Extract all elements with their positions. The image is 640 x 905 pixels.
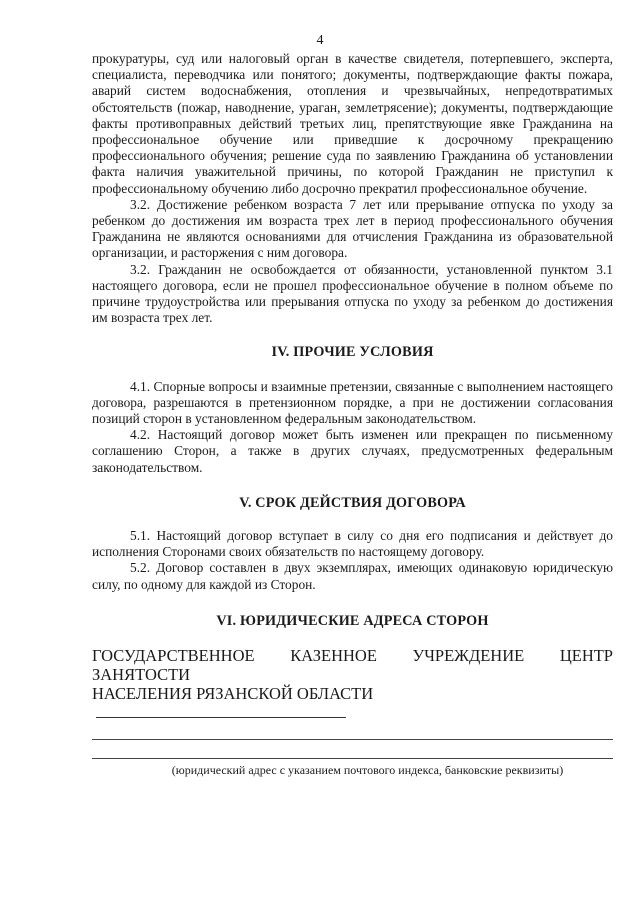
address-blank-line-2: [92, 758, 613, 759]
clause-4-1: 4.1. Спорные вопросы и взаимные претензии, связанные с выполнением настоящего договора, разрешаются в претензионном порядке, а при не достижении согласования позиций сторон в установленном федеральным законодательством.: [92, 378, 613, 427]
page-number: 4: [316, 33, 324, 48]
section-5-title: V. СРОК ДЕЙСТВИЯ ДОГОВОРА: [239, 494, 466, 511]
document-body: [92, 51, 613, 778]
address-caption: (юридический адрес с указанием почтового индекса, банковские реквизиты): [171, 763, 564, 778]
organization-name-line-2: НАСЕЛЕНИЯ РЯЗАНСКОЙ ОБЛАСТИ: [92, 684, 374, 704]
organization-name-line-1: ГОСУДАРСТВЕННОЕ КАЗЕННОЕ УЧРЕЖДЕНИЕ ЦЕНТР ЗАНЯТОСТИ: [92, 646, 613, 685]
section-4-title: IV. ПРОЧИЕ УСЛОВИЯ: [271, 344, 434, 361]
clause-5-1: 5.1. Настоящий договор вступает в силу со дня его подписания и действует до исполнения Сторонами своих обязательств по настоящему договору.: [92, 528, 613, 560]
section-6-title: VI. ЮРИДИЧЕСКИЕ АДРЕСА СТОРОН: [216, 612, 489, 629]
clause-3-2-child-age: 3.2. Достижение ребенком возраста 7 лет или прерывание отпуска по уходу за ребенком до достижения им возраста трех лет в период профессионального обучения Гражданина не являются основаниями для отчисления Гражданина из образовательной организации, и расторжения с ним договора.: [92, 196, 613, 261]
clause-3-2-obligation: 3.2. Гражданин не освобождается от обязанности, установленной пунктом 3.1 настоящего договора, если не прошел профессиональное обучение в полном объеме по причине трудоустройства или прерывания отпуска по уходу за ребенком до достижения им возраста трех лет.: [92, 261, 613, 326]
section-3-continuation-paragraph: прокуратуры, суд или налоговый орган в качестве свидетеля, потерпевшего, эксперта, специалиста, переводчика или понятого; документы, подтверждающие факты пожара, аварий систем водоснабжения, отопления и чрезвычайных, непредотвратимых обстоятельств (пожар, наводнение, ураган, землетрясение); документы, подтверждающие факты противоправных действий третьих лиц, препятствующие явке Гражданина на профессиональное обучение или приведшие к досрочному прекращению профессионального обучения; решение суда по заявлению Гражданина об установлении факта наличия уважительной причины, по которой Гражданин не приступил к профессиональному обучению либо досрочно прекратил профессиональное обучение.: [92, 51, 613, 196]
address-blank-line-1: [92, 739, 613, 740]
address-fill-line: [96, 716, 346, 718]
clause-4-2: 4.2. Настоящий договор может быть изменен или прекращен по письменному соглашению Сторон, а также в других случаях, предусмотренных федеральным законодательством.: [92, 427, 613, 475]
organization-name-line-2-wrapper: [92, 684, 613, 722]
organization-block: [92, 646, 613, 722]
clause-5-2: 5.2. Договор составлен в двух экземплярах, имеющих одинаковую юридическую силу, по одному для каждой из Сторон.: [92, 560, 613, 592]
